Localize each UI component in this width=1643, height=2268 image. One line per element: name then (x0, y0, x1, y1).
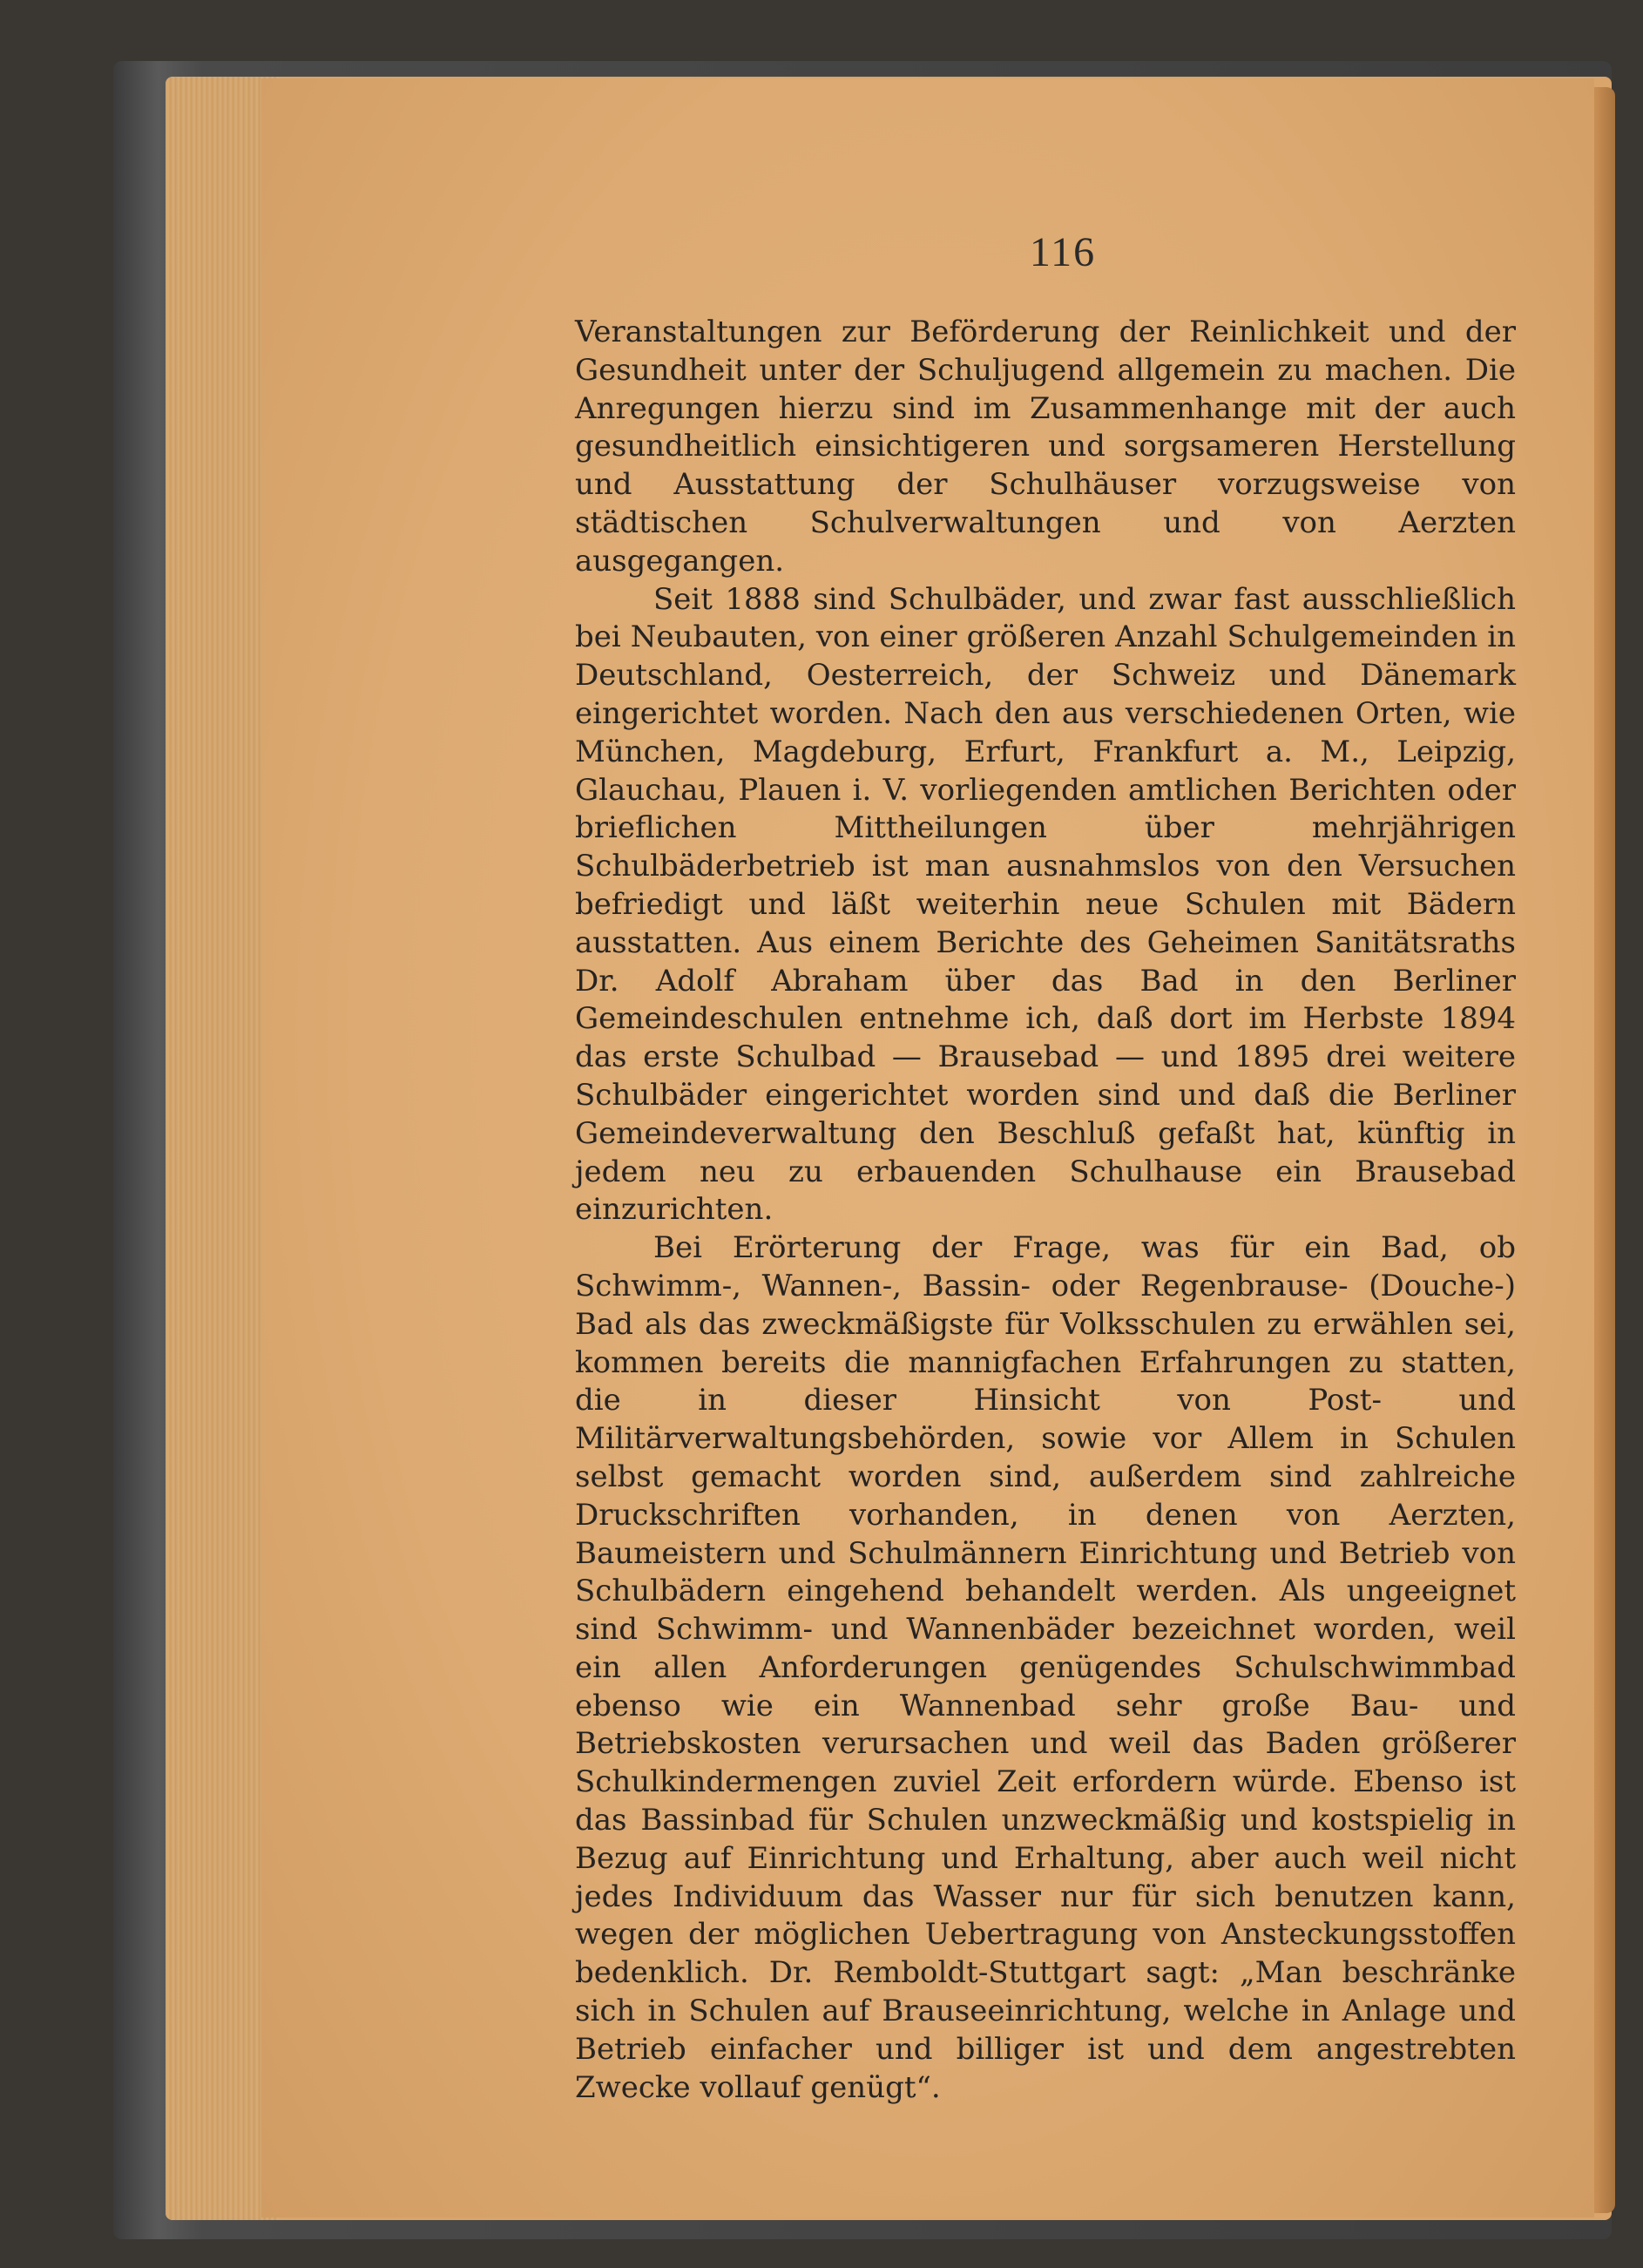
body-text (575, 314, 1516, 2107)
paragraph-2: Seit 1888 sind Schulbäder, und zwar fast ausschließlich bei Neubauten, von einer größeren Anzahl Schulgemeinden in Deutschland, Oesterreich, der Schweiz und Dänemark eingerichtet worden. Nach den aus verschiedenen Orten, wie München, Magdeburg, Erfurt, Frankfurt a. M., Leipzig, Glauchau, Plauen i. V. vorliegenden amtlichen Berichten oder brieflichen Mittheilungen über mehrjährigen Schulbäderbetrieb ist man ausnahmslos von den Versuchen befriedigt und läßt weiterhin neue Schulen mit Bädern ausstatten. Aus einem Berichte des Geheimen Sanitätsraths Dr. Adolf Abraham über das Bad in den Berliner Gemeindeschulen entnehme ich, daß dort im Herbste 1894 das erste Schulbad — Brausebad — und 1895 drei weitere Schulbäder eingerichtet worden sind und daß die Berliner Gemeindeverwaltung den Beschluß gefaßt hat, künftig in jedem neu zu erbauenden Schulhause ein Brausebad einzurichten. (575, 581, 1516, 1228)
page-edges-right (1594, 87, 1615, 2213)
page-number: 116 (1029, 229, 1097, 275)
paragraph-1: Veranstaltungen zur Beförderung der Reinlichkeit und der Gesundheit unter der Schuljugend allgemein zu machen. Die Anregungen hierzu sind im Zusammenhange mit der auch gesundheitlich einsichtigeren und sorgsameren Herstellung und Ausstattung der Schulhäuser vorzugsweise von städtischen Schulverwaltungen und von Aerzten ausgegangen. (575, 315, 1516, 579)
paragraph-3: Bei Erörterung der Frage, was für ein Bad, ob Schwimm-, Wannen-, Bassin- oder Regenbrause- (Douche-) Bad als das zweckmäßigste für Volksschulen zu erwählen sei, kommen bereits die mannigfachen Erfahrungen zu statten, die in dieser Hinsicht von Post- und Militärverwaltungsbehörden, sowie vor Allem in Schulen selbst gemacht worden sind, außerdem sind zahlreiche Druckschriften vorhanden, in denen von Aerzten, Baumeistern und Schulmännern Einrichtung und Betrieb von Schulbädern eingehend behandelt werden. Als ungeeignet sind Schwimm- und Wannenbäder bezeichnet worden, weil ein allen Anforderungen genügendes Schulschwimmbad ebenso wie ein Wannenbad sehr große Bau- und Betriebskosten verursachen und weil das Baden größerer Schulkindermengen zuviel Zeit erfordern würde. Ebenso ist das Bassinbad für Schulen unzweckmäßig und kostspielig in Bezug auf Einrichtung und Erhaltung, aber auch weil nicht jedes Individuum das Wasser nur für sich benutzen kann, wegen der möglichen Uebertragung von Ansteckungsstoffen bedenklich. Dr. Remboldt-Stuttgart sagt: „Man beschränke sich in Schulen auf Brauseeinrichtung, welche in Anlage und Betrieb einfacher und billiger ist und dem angestrebten Zwecke vollauf genügt“. (575, 1230, 1516, 2105)
